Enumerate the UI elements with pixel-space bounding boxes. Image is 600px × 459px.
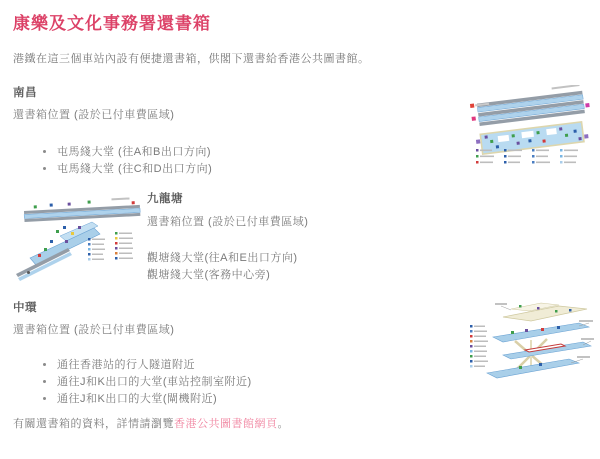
location-label: 還書箱位置 (設於已付車費區域) xyxy=(147,216,309,228)
list-item-label: 屯馬綫大堂 (往A和B出口方向) xyxy=(57,146,212,158)
list-item xyxy=(43,373,252,389)
footer-text-prefix: 有關還書箱的資料，詳情請瀏覽 xyxy=(13,418,174,430)
bullet-icon xyxy=(43,397,46,400)
list-item xyxy=(43,160,212,176)
footer-note xyxy=(13,415,289,431)
list-item-label: 通往J和K出口的大堂(車站控制室附近) xyxy=(57,376,252,388)
page-title: 康樂及文化事務署還書箱 xyxy=(13,14,211,33)
section-heading-kowloon-tong: 九龍塘 xyxy=(147,193,183,205)
nam-cheong-station-map-svg xyxy=(468,85,596,168)
section-heading-central: 中環 xyxy=(13,302,37,314)
list-item-label: 觀塘綫大堂(往A和E出口方向) xyxy=(147,252,298,264)
kowloon-tong-station-map xyxy=(16,196,147,282)
list-item-label: 觀塘綫大堂(客務中心旁) xyxy=(147,269,271,281)
library-website-link[interactable]: 香港公共圖書館網頁 xyxy=(174,418,278,430)
location-label: 還書箱位置 (設於已付車費區域) xyxy=(13,109,175,121)
location-label: 還書箱位置 (設於已付車費區域) xyxy=(13,324,175,336)
list-item xyxy=(43,356,195,372)
central-station-map-svg xyxy=(467,297,596,381)
footer-text-suffix: 。 xyxy=(277,418,289,430)
list-item xyxy=(43,143,211,159)
section-heading-nam-cheong: 南昌 xyxy=(13,87,37,99)
bullet-icon xyxy=(43,150,46,153)
bullet-icon xyxy=(43,167,46,170)
intro-text: 港鐵在這三個車站內設有便捷還書箱，供閣下還書給香港公共圖書館。 xyxy=(13,53,370,65)
list-item-label: 通往J和K出口的大堂(閘機附近) xyxy=(57,393,218,405)
list-item-label: 通往香港站的行人隧道附近 xyxy=(57,359,195,371)
nam-cheong-station-map xyxy=(468,85,596,168)
list-item-label: 屯馬綫大堂 (往C和D出口方向) xyxy=(57,163,213,175)
list-item xyxy=(43,390,217,406)
bullet-icon xyxy=(43,363,46,366)
bullet-icon xyxy=(27,271,30,274)
bullet-icon xyxy=(43,380,46,383)
kowloon-tong-station-map-svg xyxy=(16,196,147,282)
central-station-map xyxy=(467,297,596,381)
